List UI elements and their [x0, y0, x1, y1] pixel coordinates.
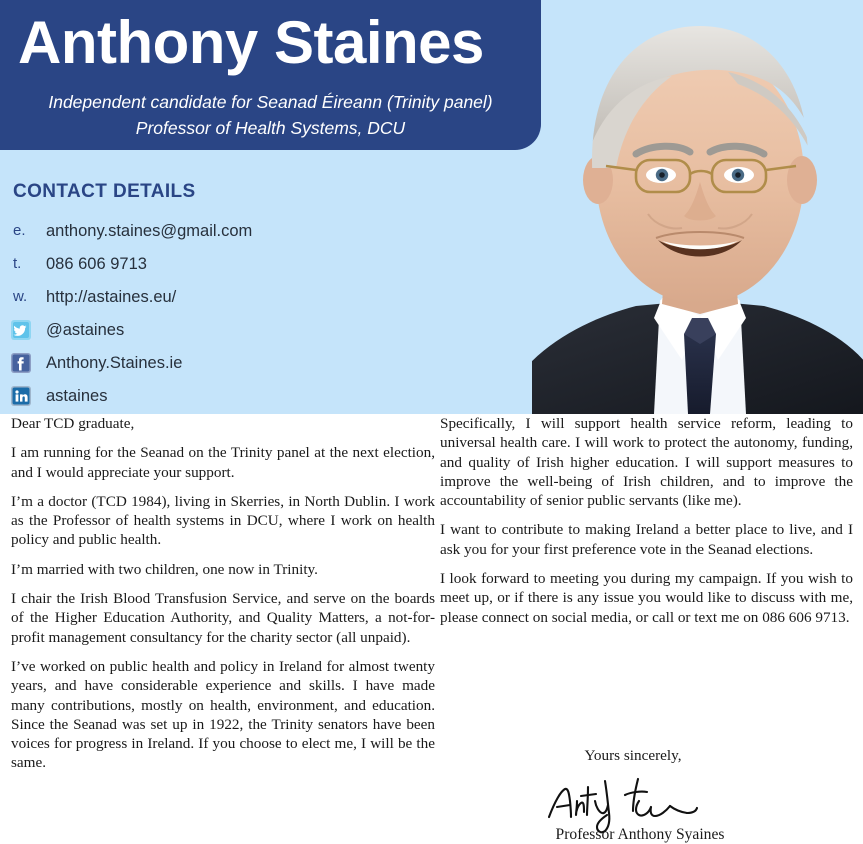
subtitle-line-2: Professor of Health Systems, DCU	[135, 118, 406, 138]
signature-name: Professor Anthony Syaines	[555, 826, 725, 843]
letter-paragraph: Dear TCD graduate,	[11, 415, 135, 432]
signoff-text: Yours sincerely,	[584, 747, 682, 764]
letter-body	[0, 414, 863, 843]
letter-paragraph: I am running for the Seanad on the Trinity panel at the next election, and I would appreciate your support.	[11, 444, 435, 481]
letter-paragraph: Specifically, I will support health service reform, leading to universal health care. I will work to protect the autonomy, funding, and quality of Irish higher education. I will support measures to improve the well-being of Irish children, and to improve the accountability of senior public servants (like me).	[440, 415, 853, 510]
website-value[interactable]: http://astaines.eu/	[46, 288, 177, 306]
email-value[interactable]: anthony.staines@gmail.com	[46, 222, 253, 240]
telephone-value[interactable]: 086 606 9713	[46, 255, 147, 273]
letter-left-column	[11, 414, 435, 783]
letter-paragraph: I’ve worked on public health and policy in Ireland for almost twenty years, and have considerable experience and skills. I have made many contributions, mostly on health, environment, and education. Since the Seanad was set up in 1922, the Trinity senators have been voices for progress in Ireland. If you choose to elect me, I will be the same.	[11, 657, 435, 772]
handwritten-signature-icon	[543, 765, 723, 835]
contact-details-heading: CONTACT DETAILS	[13, 181, 196, 202]
twitter-handle[interactable]: @astaines	[46, 321, 125, 339]
subtitle-line-1: Independent candidate for Seanad Éireann (Trinity panel)	[48, 92, 493, 112]
name-banner	[0, 0, 541, 150]
letter-paragraph: I look forward to meeting you during my campaign. If you wish to meet up, or if there is any issue you would like to discuss with me, please connect on social media, or call or text me on 086 606 9713.	[440, 570, 853, 626]
website-label: w.	[13, 288, 28, 305]
telephone-label: t.	[13, 255, 22, 272]
twitter-icon[interactable]	[11, 320, 31, 340]
facebook-page[interactable]: Anthony.Staines.ie	[46, 354, 183, 372]
letter-paragraph: I want to contribute to making Ireland a better place to live, and I ask you for your first preference vote in the Seanad elections.	[440, 521, 853, 558]
candidate-photo	[532, 0, 863, 414]
facebook-icon[interactable]	[11, 353, 31, 373]
letter-paragraph: I’m a doctor (TCD 1984), living in Skerries, in North Dublin. I work as the Professor of health systems in DCU, where I work on health policy and public health.	[11, 492, 435, 549]
linkedin-profile[interactable]: astaines	[46, 387, 108, 405]
email-label: e.	[13, 222, 26, 239]
header-panel	[0, 0, 863, 414]
linkedin-icon[interactable]	[11, 386, 31, 406]
candidate-photo-image	[532, 0, 863, 414]
letter-paragraph: I’m married with two children, one now in Trinity.	[11, 560, 318, 578]
letter-paragraph: I chair the Irish Blood Transfusion Service, and serve on the boards of the Higher Education Authority, and Quality Matters, a not-for-profit management consultancy for the charity sector (all unpaid).	[11, 590, 435, 646]
letter-right-column	[440, 414, 853, 637]
page-title: Anthony Staines	[18, 9, 484, 76]
